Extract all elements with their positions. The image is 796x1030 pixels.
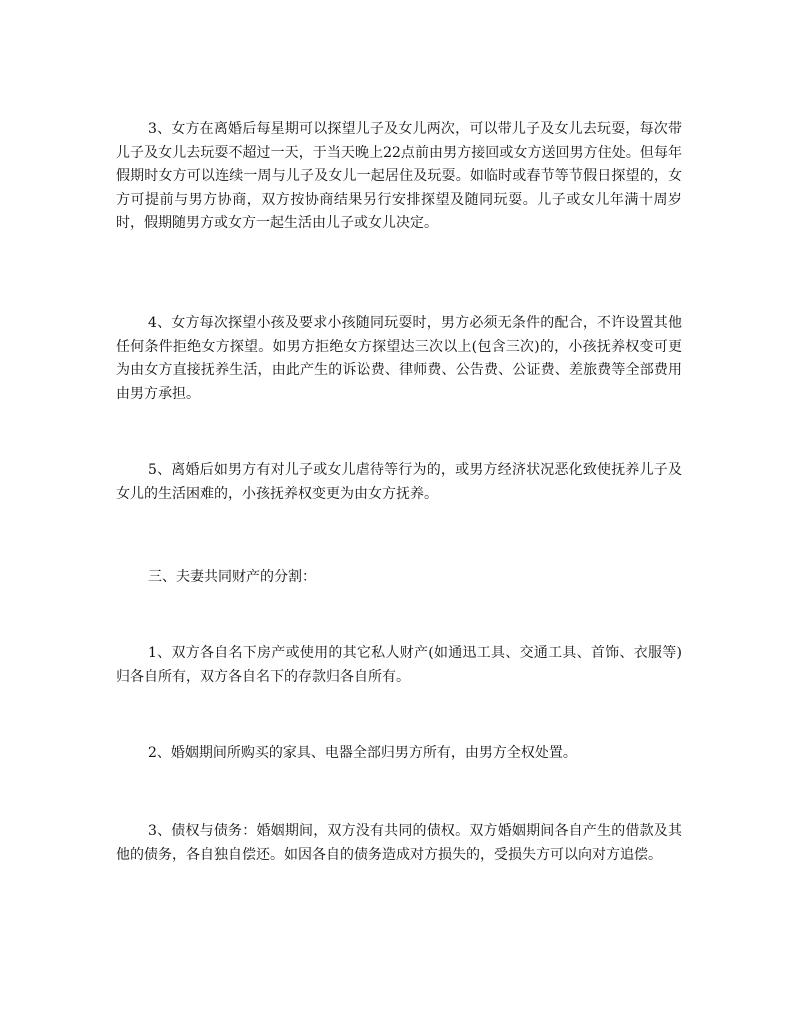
clause-visitation-cooperation: 4、女方每次探望小孩及要求小孩随同玩耍时，男方必须无条件的配合，不许设置其他任何条件拒绝女方探望。如男方拒绝女方探望达三次以上(包含三次)的，小孩抚养权变可更为由女方直接抚养生活，由此产生的诉讼费、律师费、公告费、公证费、差旅费等全部费用由男方承担。 [116,315,682,402]
section-heading-property-division: 三、夫妻共同财产的分割： [148,569,316,585]
clause-custody-change: 5、离婚后如男方有对儿子或女儿虐待等行为的，或男方经济状况恶化致使抚养儿子及女儿的生活困难的，小孩抚养权变更为由女方抚养。 [116,462,682,502]
clause-personal-property: 1、双方各自名下房产或使用的其它私人财产(如通迅工具、交通工具、首饰、衣服等)归各自所有，双方各自名下的存款归各自所有。 [116,645,682,685]
clause-debts: 3、债权与债务：婚姻期间，双方没有共同的债权。双方婚姻期间各自产生的借款及其他的债务，各自独自偿还。如因各自的债务造成对方损失的，受损失方可以向对方追偿。 [116,823,682,863]
clause-visitation-schedule: 3、女方在离婚后每星期可以探望儿子及女儿两次，可以带儿子及女儿去玩耍，每次带儿子及女儿去玩耍不超过一天，于当天晚上22点前由男方接回或女方送回男方住处。但每年假期时女方可以连续一周与儿子及女儿一起居住及玩耍。如临时或春节等节假日探望的，女方可提前与男方协商，双方按协商结果另行安排探望及随同玩耍。儿子或女儿年满十周岁时，假期随男方或女方一起生活由儿子或女儿决定。 [116,121,682,231]
clause-furniture-appliances: 2、婚姻期间所购买的家具、电器全部归男方所有，由男方全权处置。 [148,745,577,761]
